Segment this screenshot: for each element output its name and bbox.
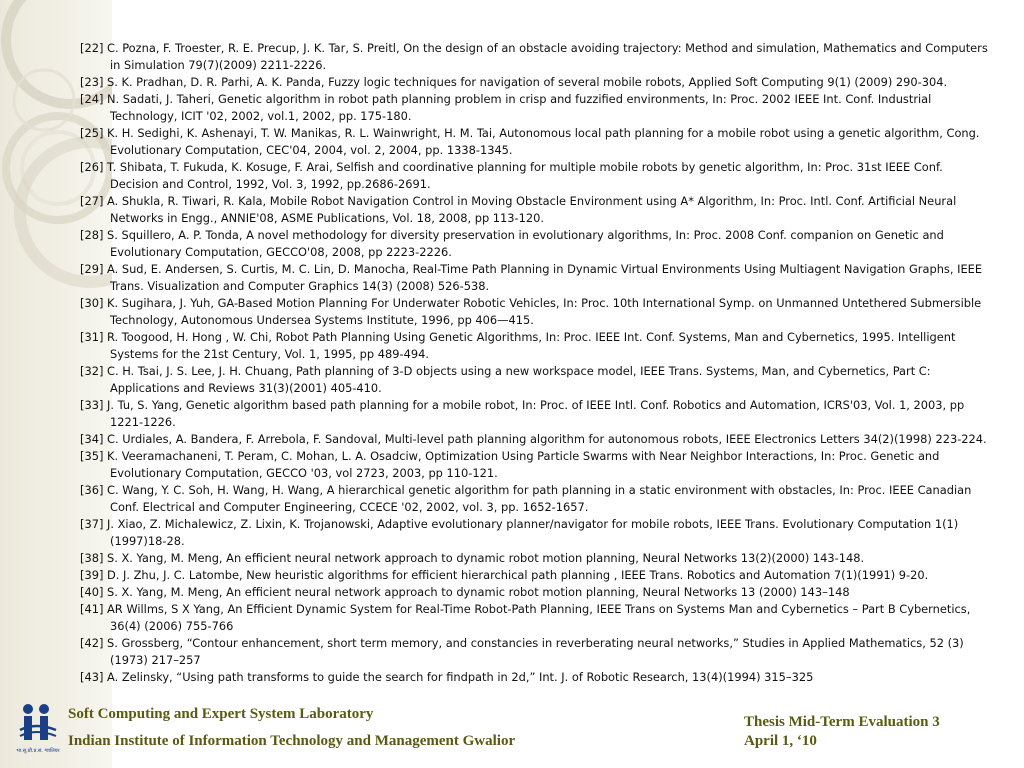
reference-item: [30] K. Sugihara, J. Yuh, GA-Based Motion Planning For Underwater Robotic Vehicles, In: Proc. 10th International Symp. on Unmanned Untethered Submersible Technology, Autonomous Undersea Systems Institute, 1996, pp 406—415. [80,296,982,327]
reference-item: [42] S. Grossberg, “Contour enhancement, short term memory, and constancies in reverberating neural networks,” Studies in Applied Mathematics, 52 (3)(1973) 217–257 [80,636,964,667]
reference-list [80,40,994,686]
reference-item: [37] J. Xiao, Z. Michalewicz, Z. Lixin, K. Trojanowski, Adaptive evolutionary planner/navigator for mobile robots, IEEE Trans. Evolutionary Computation 1(1)(1997)18-28. [80,517,959,548]
reference-item: [28] S. Squillero, A. P. Tonda, A novel methodology for diversity preservation in evolutionary algorithms, In: Proc. 2008 Conf. companion on Genetic and Evolutionary Computation, GECCO'08, 2008, pp 2223-2226. [80,228,944,259]
reference-item: [33] J. Tu, S. Yang, Genetic algorithm based path planning for a mobile robot, In: Proc. of IEEE Intl. Conf. Robotics and Automation, ICRS'03, Vol. 1, 2003, pp 1221-1226. [80,398,965,429]
reference-item: [43] A. Zelinsky, “Using path transforms to guide the search for findpath in 2d,” Int. J. of Robotic Research, 13(4)(1994) 315–325 [80,670,814,684]
footer-lab-name: Soft Computing and Expert System Laboratory [68,706,374,722]
reference-item: [23] S. K. Pradhan, D. R. Parhi, A. K. Panda, Fuzzy logic techniques for navigation of several mobile robots, Applied Soft Computing 9(1) (2009) 290-304. [80,75,948,89]
reference-item: [32] C. H. Tsai, J. S. Lee, J. H. Chuang, Path planning of 3-D objects using a new workspace model, IEEE Trans. Systems, Man, and Cybernetics, Part C: Applications and Reviews 31(3)(2001) 405-410. [80,364,931,395]
footer-institute-name: Indian Institute of Information Technology and Management Gwalior [68,733,516,749]
reference-item: [34] C. Urdiales, A. Bandera, F. Arrebola, F. Sandoval, Multi-level path planning algorithm for autonomous robots, IEEE Electronics Letters 34(2)(1998) 223-224. [80,432,987,446]
reference-item: [22] C. Pozna, F. Troester, R. E. Precup, J. K. Tar, S. Preitl, On the design of an obstacle avoiding trajectory: Method and simulation, Mathematics and Computers in Simulation 79(7)(2009) 2211-2226. [80,41,988,72]
reference-item: [36] C. Wang, Y. C. Soh, H. Wang, H. Wang, A hierarchical genetic algorithm for path planning in a static environment with obstacles, In: Proc. IEEE Canadian Conf. Electrical and Computer Engineering, CCECE '02, 2002, vol. 3, pp. 1652-1657. [80,483,972,514]
footer-date: April 1, ‘10 [744,733,817,749]
reference-item: [27] A. Shukla, R. Tiwari, R. Kala, Mobile Robot Navigation Control in Moving Obstacle Environment using A* Algorithm, In: Proc. Intl. Conf. Artificial Neural Networks in Engg., ANNIE'08, ASME Publications, Vol. 18, 2008, pp 113-120. [80,194,957,225]
logo-caption: भा.सू.प्रौ.प्र.सं. ग्वालियर [16,748,60,754]
reference-item: [29] A. Sud, E. Andersen, S. Curtis, M. C. Lin, D. Manocha, Real-Time Path Planning in Dynamic Virtual Environments Using Multiagent Navigation Graphs, IEEE Trans. Visualization and Computer Graphics 14(3) (2008) 526-538. [80,262,983,293]
reference-item: [35] K. Veeramachaneni, T. Peram, C. Mohan, L. A. Osadciw, Optimization Using Particle Swarms with Near Neighbor Interactions, In: Proc. Genetic and Evolutionary Computation, GECCO '03, vol 2723, 2003, pp 110-121. [80,449,940,480]
reference-item: [31] R. Toogood, H. Hong , W. Chi, Robot Path Planning Using Genetic Algorithms, In: Proc. IEEE Int. Conf. Systems, Man and Cybernetics, 1995. Intelligent Systems for the 21st Century, Vol. 1, 1995, pp 489-494. [80,330,956,361]
footer-event: Thesis Mid-Term Evaluation 3 [744,714,940,730]
reference-item: [39] D. J. Zhu, J. C. Latombe, New heuristic algorithms for efficient hierarchical path planning , IEEE Trans. Robotics and Automation 7(1)(1991) 9-20. [80,568,929,582]
reference-item: [24] N. Sadati, J. Taheri, Genetic algorithm in robot path planning problem in crisp and fuzzified environments, In: Proc. 2002 IEEE Int. Conf. Industrial Technology, ICIT '02, 2002, vol.1, 2002, pp. 175-180. [80,92,932,123]
reference-item: [26] T. Shibata, T. Fukuda, K. Kosuge, F. Arai, Selfish and coordinative planning for multiple mobile robots by genetic algorithm, In: Proc. 31st IEEE Conf. Decision and Control, 1992, Vol. 3, 1992, pp.2686-2691. [80,160,943,191]
reference-item: [40] S. X. Yang, M. Meng, An efficient neural network approach to dynamic robot motion planning, Neural Networks 13 (2000) 143–148 [80,585,850,599]
reference-item: [25] K. H. Sedighi, K. Ashenayi, T. W. Manikas, R. L. Wainwright, H. M. Tai, Autonomous local path planning for a mobile robot using a genetic algorithm, Cong. Evolutionary Computation, CEC'04, 2004, vol. 2, 2004, pp. 1338-1345. [80,126,980,157]
reference-item: [38] S. X. Yang, M. Meng, An efficient neural network approach to dynamic robot motion planning, Neural Networks 13(2)(2000) 143-148. [80,551,865,565]
reference-item: [41] AR Willms, S X Yang, An Efficient Dynamic System for Real-Time Robot-Path Planning, IEEE Trans on Systems Man and Cybernetics – Part B Cybernetics, 36(4) (2006) 755-766 [80,602,971,633]
